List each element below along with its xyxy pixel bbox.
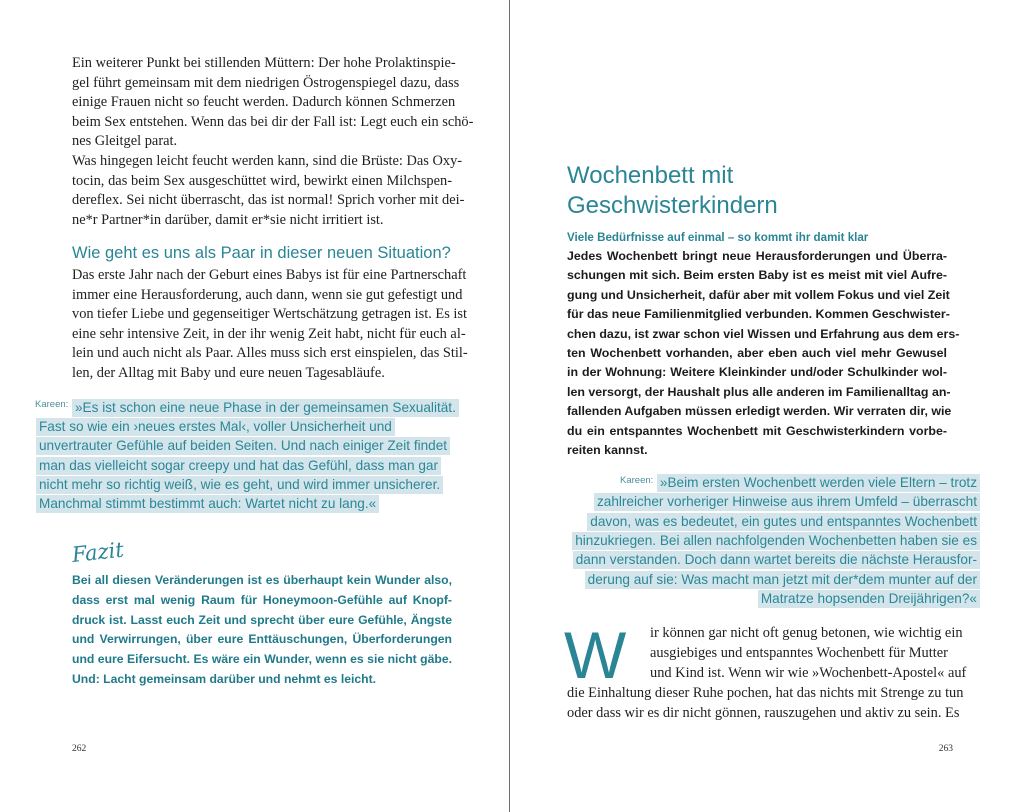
fazit-line: Bei all diesen Veränderungen ist es überhaupt kein Wunder also, [72, 573, 452, 587]
quote-line: davon, was es bedeutet, ein gutes und entspanntes Wochenbett [587, 513, 980, 531]
intro-line: schungen mit sich. Beim ersten Baby ist es meist mit viel Aufre- [567, 268, 947, 283]
body-line: dereflex. Sei nicht überrascht, das ist normal! Sprich vorher mit dei- [72, 192, 465, 209]
intro-line: du ein entspanntes Wochenbett mit Geschwisterkindern vorbe- [567, 423, 947, 438]
quote-line: zahlreicher vorheriger Hinweise aus ihrem Umfeld – überrascht [594, 493, 980, 511]
body-line: Das erste Jahr nach der Geburt eines Babys ist für eine Partnerschaft [72, 267, 467, 283]
quote-line: dann verstanden. Doch dann wartet bereits die nächste Herausfor- [573, 551, 980, 569]
body-line: len, der Alltag mit Baby und eure neuen Tagesabläufe. [72, 365, 385, 381]
intro-line: reiten kannst. [567, 443, 648, 457]
fazit-line: und Verwirrungen, über eure Enttäuschungen, Überforderungen [72, 632, 452, 647]
quote-speaker-label: Kareen: [620, 475, 654, 486]
intro-line: ten Wochenbett vorhanden, aber eben auch viel mehr Gewusel [567, 346, 947, 360]
intro-line: in der Wohnung: Weitere Kleinkinder und/oder Schulkinder wol- [567, 365, 947, 380]
quote-line: derung auf sie: Was macht man jetzt mit der*dem munter auf der [585, 571, 980, 589]
body-line: ir können gar nicht oft genug betonen, wie wichtig ein [650, 625, 963, 641]
intro-line: gung und Unsicherheit, dafür aber mit vollem Fokus und viel Zeit [567, 287, 950, 302]
body-line: gel führt gemeinsam mit dem niedrigen Östrogenspiegel dazu, dass [72, 74, 460, 91]
body-line: die Einhaltung dieser Ruhe pochen, hat das nichts mit Strenge zu tun [567, 685, 964, 701]
intro-line: Jedes Wochenbett bringt neue Herausforderungen und Überra- [567, 249, 947, 263]
fazit-line: Und: Lacht gemeinsam darüber und nehmt es leicht. [72, 672, 377, 686]
body-line: beim Sex entstehen. Wenn das bei dir der Fall ist: Legt euch ein schö- [72, 113, 474, 130]
intro-line: fallenden Aufgaben müssen erledigt werden. Wir verraten dir, wie [567, 404, 952, 419]
body-line: immer eine Herausforderung, auch dann, wenn sie gut gefestigt und [72, 286, 463, 303]
right-page [510, 0, 1020, 812]
body-line: tocin, das beim Sex ausgeschüttet wird, bewirkt einen Milchspen- [72, 172, 452, 189]
body-line: ausgiebiges und entspanntes Wochenbett für Mutter [650, 645, 948, 661]
fazit-line: dass erst mal wenig Raum für Honeymoon-Gefühle auf Knopf- [72, 592, 452, 607]
quote-line: unvertrauter Gefühle auf beiden Seiten. Und nach einiger Zeit findet [36, 437, 450, 455]
page-number: 262 [72, 744, 87, 754]
quote-line: hinzukriegen. Bei allen nachfolgenden Wochenbetten haben sie es [572, 532, 980, 550]
section-subheading: Wie geht es uns als Paar in dieser neuen Situation? [72, 244, 451, 262]
body-line: einige Frauen nicht so feucht werden. Dadurch können Schmerzen [72, 94, 456, 111]
intro-line: für das neue Familienmitglied verbunden. Kommen Geschwister- [567, 307, 950, 322]
body-line: Was hingegen leicht feucht werden kann, sind die Brüste: Das Oxy- [72, 153, 463, 169]
title-line: Geschwisterkindern [567, 192, 778, 219]
quote-line: »Es ist schon eine neue Phase in der gemeinsamen Sexualität. [72, 399, 459, 417]
intro-line: chen dazu, ist zwar schon viel Wissen und Erfahrung aus dem ers- [567, 326, 960, 341]
chapter-kicker: Viele Bedürfnisse auf einmal – so kommt ihr damit klar [567, 231, 869, 244]
body-line: ne*r Partner*in darüber, damit er*sie nicht irritiert ist. [72, 211, 384, 228]
intro-line: len versorgt, der Haushalt plus alle anderen im Familienalltag an- [567, 384, 951, 399]
body-line: lein und auch nicht als Paar. Alles muss sich erst einspielen, das Stil- [72, 345, 468, 362]
body-line: eine sehr intensive Zeit, in der ihr wenig Zeit habt, nicht für euch al- [72, 325, 466, 342]
quote-line: »Beim ersten Wochenbett werden viele Eltern – trotz [657, 474, 980, 492]
body-line: und Kind ist. Wenn wir wie »Wochenbett-Apostel« auf [650, 665, 967, 681]
drop-cap: W [564, 618, 627, 692]
fazit-label: Fazit [70, 537, 125, 567]
body-line: nes Gleitgel parat. [72, 133, 178, 150]
quote-line: Manchmal stimmt bestimmt auch: Wartet nicht zu lang.« [36, 495, 379, 513]
page-number: 263 [938, 744, 953, 754]
quote-line: Fast so wie ein ›neues erstes Mal‹, voller Unsicherheit und [36, 418, 395, 436]
quote-speaker-label: Kareen: [35, 399, 69, 410]
fazit-line: druck ist. Lasst euch Zeit und sprecht über eure Gefühle, Ängste [72, 612, 452, 627]
quote-line: man das vielleicht sogar creepy und hat das Gefühl, dass man gar [36, 457, 441, 475]
quote-line: Matratze hopsenden Dreijährigen?« [758, 590, 980, 608]
body-line: von tiefer Liebe und gegenseitiger Wertschätzung getragen ist. Es ist [72, 306, 467, 323]
left-page [0, 0, 509, 812]
fazit-line: und eure Eifersucht. Es wäre ein Wunder, wenn es sie nicht gäbe. [72, 652, 452, 667]
body-line: Ein weiterer Punkt bei stillenden Müttern: Der hohe Prolaktinspie- [72, 55, 456, 71]
title-line: Wochenbett mit [567, 162, 734, 189]
quote-line: nicht mehr so richtig weiß, wie es geht, und wird immer unsicherer. [36, 476, 443, 494]
body-line: oder dass wir es dir nicht gönnen, rauszugehen und aktiv zu sein. Es [567, 705, 960, 721]
